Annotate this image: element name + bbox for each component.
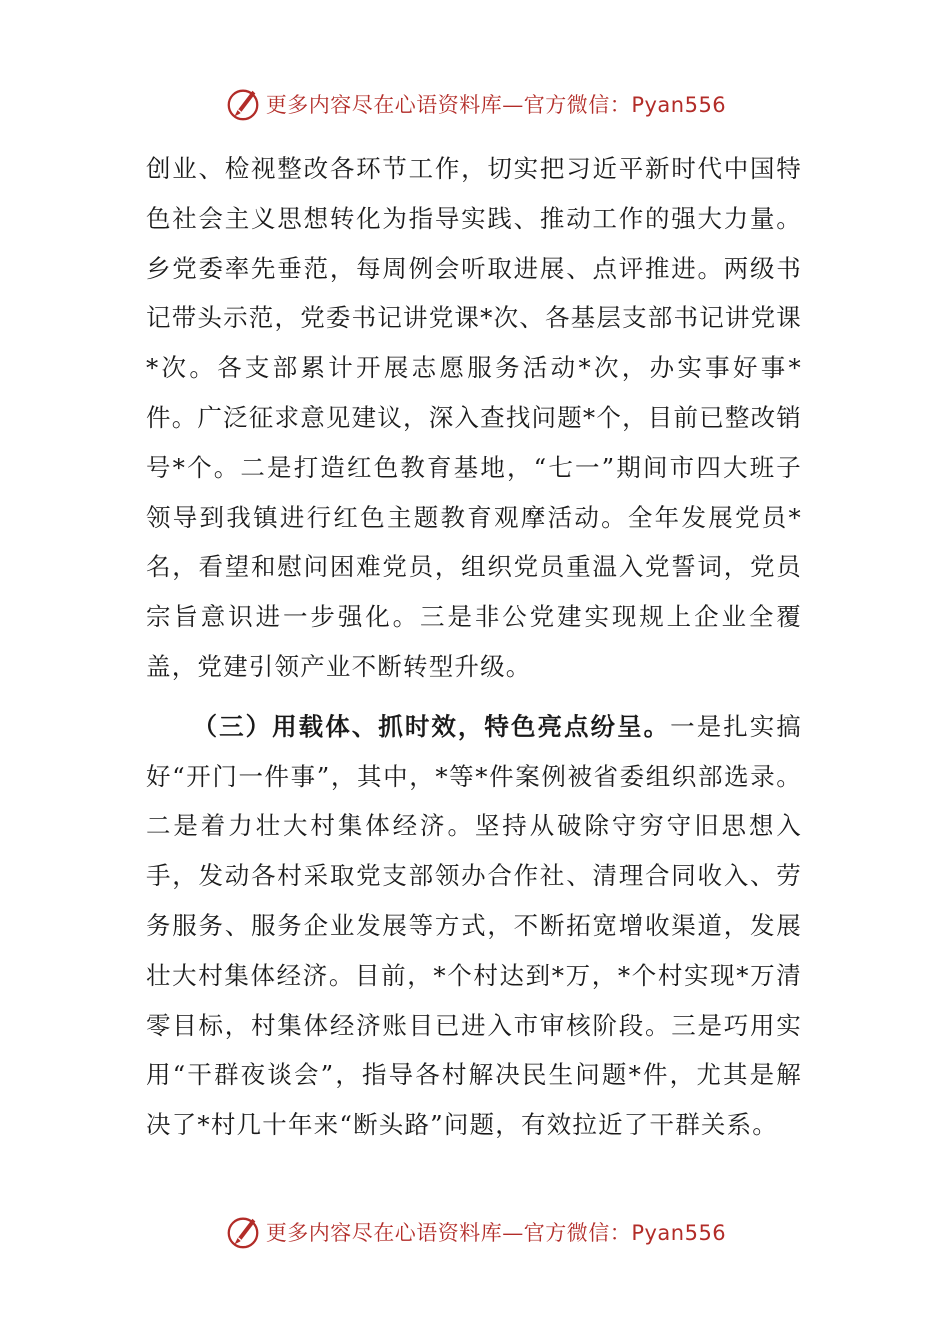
wechat-id: Pyan556 [631,93,727,117]
paragraph-1: 创业、检视整改各环节工作，切实把习近平新时代中国特色社会主义思想转化为指导实践、推动工作的强大力量。乡党委率先垂范，每周例会听取进展、点评推进。两级书记带头示范，党委书记讲党课*次、各基层支部书记讲党课*次。各支部累计开展志愿服务活动*次，办实事好事*件。广泛征求意见建议，深入查找问题*个，目前已整改销号*个。二是打造红色教育基地，“七一”期间市四大班子领导到我镇进行红色主题教育观摩活动。全年发展党员*名，看望和慰问困难党员，组织党员重温入党誓词，党员宗旨意识进一步强化。三是非公党建实现规上企业全覆盖，党建引领产业不断转型升级。 [146,154,802,681]
watermark-text: 更多内容尽在心语资料库—官方微信：Pyan556 [265,1221,727,1245]
paragraph-2 [146,702,802,1150]
watermark-text: 更多内容尽在心语资料库—官方微信：Pyan556 [265,93,727,117]
document-body [146,144,802,1150]
section-heading: （三）用载体、抓时效，特色亮点纷呈。 [192,711,671,741]
pen-nib-circle-icon [224,1213,262,1251]
header-watermark [0,84,950,124]
wechat-id: Pyan556 [631,1221,727,1245]
footer-watermark [0,1212,950,1252]
section-body: 一是扎实搞好“开门一件事”，其中，*等*件案例被省委组织部选录。二是着力壮大村集体经济。坚持从破除守穷守旧思想入手，发动各村采取党支部领办合作社、清理合同收入、劳务服务、服务企业发展等方式，不断拓宽增收渠道，发展壮大村集体经济。目前，*个村达到*万，*个村实现*万清零目标，村集体经济账目已进入市审核阶段。三是巧用实用“干群夜谈会”，指导各村解决民生问题*件，尤其是解决了*村几十年来“断头路”问题，有效拉近了干群关系。 [146,711,802,1140]
pen-nib-circle-icon [224,85,262,123]
